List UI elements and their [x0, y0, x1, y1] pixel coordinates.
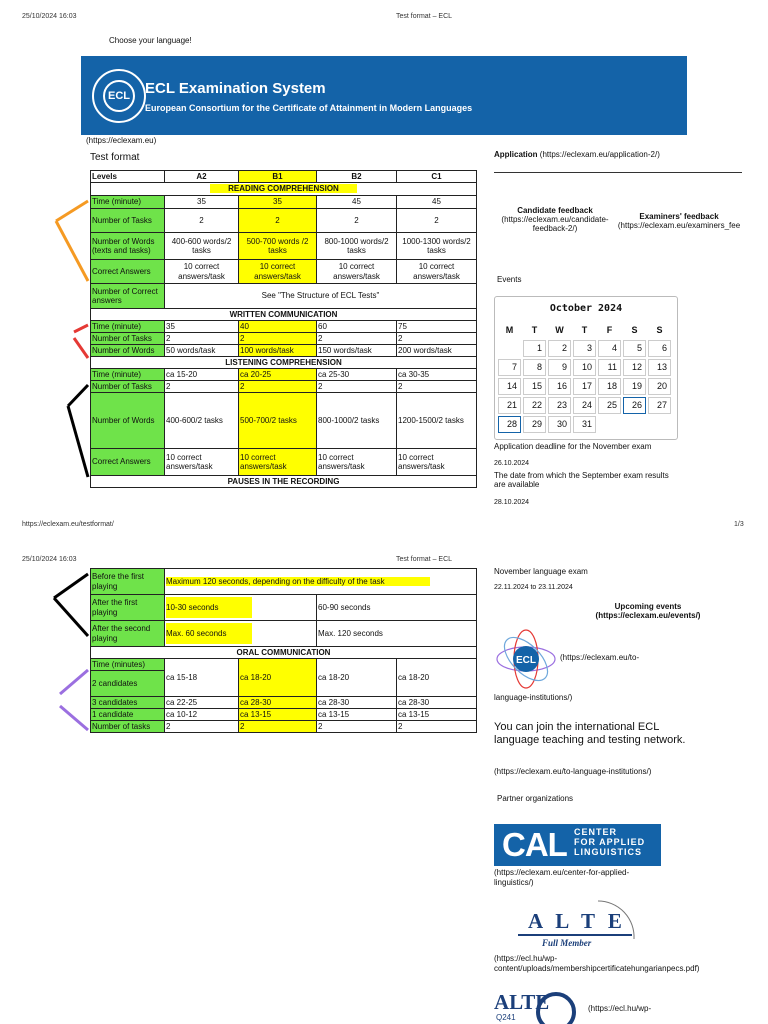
events-calendar: [494, 296, 678, 440]
table-row: [91, 697, 477, 709]
cell-b2: 45: [317, 196, 397, 209]
row-label: 1 candidate: [91, 709, 165, 721]
application-link[interactable]: [494, 150, 660, 159]
pause-value-right: Max. 120 seconds: [317, 621, 477, 647]
cell-c1: 2: [397, 333, 477, 345]
row-label: Number of Tasks: [91, 333, 165, 345]
calendar-day[interactable]: 28: [498, 416, 521, 433]
home-url[interactable]: (https://eclexam.eu): [86, 136, 157, 145]
cell-b1: 35: [239, 196, 317, 209]
calendar-day[interactable]: 3: [573, 340, 596, 357]
join-network-text: You can join the international ECL language teaching and testing network.: [494, 721, 686, 747]
red-stroke-2: [74, 338, 88, 358]
calendar-day[interactable]: 20: [648, 378, 671, 395]
cell-b1: 2: [239, 721, 317, 733]
calendar-day[interactable]: 14: [498, 378, 521, 395]
row-label: Time (minute): [91, 369, 165, 381]
event-title[interactable]: Application deadline for the November exam: [494, 442, 652, 451]
calendar-day[interactable]: 8: [523, 359, 546, 376]
cell-b1: ca 28-30: [239, 697, 317, 709]
table-row: [91, 595, 477, 621]
table-row: [91, 369, 477, 381]
logo-core-text: ECL: [516, 655, 536, 666]
weekday-header: S: [631, 325, 638, 335]
cell-b2: 2: [317, 333, 397, 345]
calendar-day[interactable]: 30: [548, 416, 571, 433]
table-row: [91, 709, 477, 721]
row-label: Number of Tasks: [91, 381, 165, 393]
table-row: [91, 345, 477, 357]
event-date: 26.10.2024: [494, 460, 530, 467]
pause-value-left: 10-30 seconds: [166, 597, 252, 618]
table-row: [91, 659, 477, 671]
annotation-strokes-2: [52, 566, 92, 746]
cell-c1: 10 correct answers/task: [397, 260, 477, 284]
join-network-url[interactable]: (https://eclexam.eu/to-language-institutions/): [494, 767, 652, 776]
cell-a2: 10 correct answers/task: [165, 260, 239, 284]
cal-word: FOR APPLIED: [574, 836, 646, 847]
table-row: [91, 284, 477, 309]
header-levels: Levels: [91, 171, 165, 183]
row-label: Before the first playing: [91, 569, 165, 595]
alte-q-url[interactable]: (https://ecl.hu/wp-: [588, 1004, 652, 1013]
alte-q-logo[interactable]: [494, 986, 584, 1024]
event-date: 22.11.2024 to 23.11.2024: [494, 584, 573, 591]
correct-answers-note: See "The Structure of ECL Tests": [165, 284, 477, 309]
site-banner[interactable]: [81, 56, 687, 135]
alte-logo[interactable]: [514, 895, 644, 953]
table-row: [91, 233, 477, 260]
calendar-day[interactable]: 23: [548, 397, 571, 414]
event-title[interactable]: The date from which the September exam results are available: [494, 471, 669, 489]
table-row: [91, 449, 477, 476]
weekday-header: T: [531, 325, 538, 335]
calendar-day[interactable]: 27: [648, 397, 671, 414]
alte-member: Full Member: [542, 938, 592, 948]
row-label: Number of Correct answers: [91, 284, 165, 309]
calendar-day[interactable]: 12: [623, 359, 646, 376]
table-row: [91, 721, 477, 733]
cell-b2: 60: [317, 321, 397, 333]
table-row: [91, 321, 477, 333]
calendar-day[interactable]: 24: [573, 397, 596, 414]
cell-a2: 35: [165, 196, 239, 209]
cell-c1: 10 correct answers/task: [397, 449, 477, 476]
table-row: [91, 569, 477, 595]
upcoming-events-label: Upcoming events: [614, 602, 682, 611]
table-row: [91, 621, 477, 647]
cell-c1: 2: [397, 209, 477, 233]
cell-a2: 2: [165, 381, 239, 393]
calendar-day[interactable]: 21: [498, 397, 521, 414]
alte-q-word: ALTE: [494, 990, 550, 1014]
partner-label: Partner organizations: [497, 794, 574, 803]
cell-b2: 150 words/task: [317, 345, 397, 357]
row-label: Correct Answers: [91, 449, 165, 476]
cell-b1: 40: [239, 321, 317, 333]
calendar-day[interactable]: 18: [598, 378, 621, 395]
examiners-feedback-url: (https://eclexam.eu/examiners_fee: [617, 221, 741, 230]
table-row: [91, 333, 477, 345]
examiners-feedback-label: Examiners' feedback: [639, 212, 719, 221]
purple-stroke-2: [60, 706, 88, 730]
alte-word: A L T E: [528, 909, 626, 933]
cell-b1: ca 20-25: [239, 369, 317, 381]
ecl-logo: [92, 69, 146, 123]
calendar-day[interactable]: 1: [523, 340, 546, 357]
cell-b2: ca 13-15: [317, 709, 397, 721]
cell-b2: ca 28-30: [317, 697, 397, 709]
cell-c1: 75: [397, 321, 477, 333]
cell-a2: 2: [165, 333, 239, 345]
test-format-table: [90, 170, 477, 488]
annotation-strokes: [52, 195, 92, 495]
event-title[interactable]: November language exam: [494, 567, 588, 576]
cell-b1: 10 correct answers/task: [239, 260, 317, 284]
cell-a2: 35: [165, 321, 239, 333]
weekday-header: F: [606, 325, 613, 335]
black-stroke-3: [54, 574, 88, 598]
ecl-network-logo[interactable]: [494, 628, 558, 690]
cell-a2: 50 words/task: [165, 345, 239, 357]
calendar-day[interactable]: 15: [523, 378, 546, 395]
calendar-day[interactable]: 9: [548, 359, 571, 376]
calendar-day[interactable]: 11: [598, 359, 621, 376]
weekday-header: W: [555, 325, 564, 335]
page-number: 1/3: [734, 521, 744, 528]
row-label: 3 candidates: [91, 697, 165, 709]
calendar-day[interactable]: 31: [573, 416, 596, 433]
calendar-day[interactable]: 5: [623, 340, 646, 357]
calendar-day[interactable]: 19: [623, 378, 646, 395]
header-c1: C1: [397, 171, 477, 183]
table-row: [91, 209, 477, 233]
cell-c1: 1000-1300 words/2 tasks: [397, 233, 477, 260]
listening-section-row: LISTENING COMPREHENSION: [91, 357, 477, 369]
cell-a2: 400-600 words/2 tasks: [165, 233, 239, 260]
black-stroke-4: [54, 598, 88, 636]
application-label: Application: [494, 150, 538, 159]
to-language-url-cont[interactable]: language-institutions/): [494, 693, 573, 702]
calendar-blank: [498, 340, 521, 357]
pause-value: Maximum 120 seconds, depending on the difficulty of the task: [166, 577, 430, 586]
header-a2: A2: [165, 171, 239, 183]
cal-logo-mark: CAL: [502, 826, 567, 863]
cal-logo-words: [574, 828, 645, 858]
cal-word: CENTER: [574, 827, 618, 837]
row-label: Time (minute): [91, 321, 165, 333]
calendar-grid: [498, 323, 671, 433]
cell-b2: 2: [317, 209, 397, 233]
oral-section-row: ORAL COMMUNICATION: [91, 647, 477, 659]
calendar-day[interactable]: 4: [598, 340, 621, 357]
row-label: 2 candidates: [91, 671, 165, 697]
print-title: Test format – ECL: [396, 13, 453, 20]
cell-c1: ca 18-20: [397, 659, 477, 697]
upcoming-events-link[interactable]: [560, 602, 736, 620]
orange-stroke-1: [56, 201, 88, 221]
cell-b1: ca 18-20: [239, 659, 317, 697]
row-label: Number of tasks: [91, 721, 165, 733]
cell-c1: 45: [397, 196, 477, 209]
to-language-url[interactable]: (https://eclexam.eu/to-: [560, 653, 640, 662]
calendar-day[interactable]: 10: [573, 359, 596, 376]
cell-b1: 2: [239, 381, 317, 393]
calendar-month: October 2024: [549, 303, 623, 314]
calendar-day[interactable]: 13: [648, 359, 671, 376]
cell-b2: 800-1000/2 tasks: [317, 393, 397, 449]
examiners-feedback-link[interactable]: [610, 212, 748, 230]
events-label: Events: [497, 275, 522, 284]
table-row: [91, 381, 477, 393]
row-label: Time (minutes): [91, 659, 165, 671]
cell-b1: 2: [239, 333, 317, 345]
black-stroke-1: [68, 385, 88, 406]
row-label: Time (minute): [91, 196, 165, 209]
calendar-day[interactable]: 7: [498, 359, 521, 376]
cell-c1: ca 28-30: [397, 697, 477, 709]
row-label: After the second playing: [91, 621, 165, 647]
cell-b1: 10 correct answers/task: [239, 449, 317, 476]
weekday-header: T: [581, 325, 588, 335]
divider: [494, 172, 742, 173]
print-title: Test format – ECL: [396, 556, 453, 563]
pause-value-right: 60-90 seconds: [317, 595, 477, 621]
pause-value-left: Max. 60 seconds: [166, 623, 252, 644]
weekday-header: M: [505, 325, 514, 335]
cell-b2: ca 18-20: [317, 659, 397, 697]
cell-b2: ca 25-30: [317, 369, 397, 381]
cell-a2: ca 22-25: [165, 697, 239, 709]
cal-logo[interactable]: [494, 824, 661, 866]
event-date: 28.10.2024: [494, 499, 530, 506]
cell-b2: 10 correct answers/task: [317, 260, 397, 284]
calendar-day[interactable]: 26: [623, 397, 646, 414]
header-b1: B1: [239, 171, 317, 183]
header-b2: B2: [317, 171, 397, 183]
print-date: 25/10/2024 16:03: [22, 13, 77, 20]
purple-stroke-1: [60, 670, 88, 694]
red-stroke-1: [74, 325, 88, 332]
ecl-logo-text: ECL: [103, 80, 135, 112]
cell-b1: 100 words/task: [239, 345, 317, 357]
banner-subtitle: European Consortium for the Certificate of Attainment in Modern Languages: [145, 103, 473, 113]
cell-c1: 1200-1500/2 tasks: [397, 393, 477, 449]
upcoming-events-url: (https://eclexam.eu/events/): [595, 611, 701, 620]
cell-a2: 10 correct answers/task: [165, 449, 239, 476]
print-date: 25/10/2024 16:03: [22, 556, 77, 563]
table-row: [91, 196, 477, 209]
cell-a2: 400-600/2 tasks: [165, 393, 239, 449]
cell-c1: 200 words/task: [397, 345, 477, 357]
cell-b1: ca 13-15: [239, 709, 317, 721]
cell-b1: 500-700 words /2 tasks: [239, 233, 317, 260]
table-row: [91, 260, 477, 284]
cell-c1: ca 13-15: [397, 709, 477, 721]
cal-word: LINGUISTICS: [574, 846, 643, 857]
weekday-header: S: [656, 325, 663, 335]
cell-a2: 2: [165, 209, 239, 233]
cell-b2: 10 correct answers/task: [317, 449, 397, 476]
orange-stroke-2: [56, 221, 88, 281]
cell-c1: ca 30-35: [397, 369, 477, 381]
cell-a2: ca 15-18: [165, 659, 239, 697]
cal-url[interactable]: (https://eclexam.eu/center-for-applied-linguistics/): [494, 868, 630, 887]
section-title: Test format: [90, 152, 140, 163]
calendar-day[interactable]: 25: [598, 397, 621, 414]
cell-b2: 800-1000 words/2 tasks: [317, 233, 397, 260]
cell-c1: 2: [397, 721, 477, 733]
alte-url[interactable]: (https://ecl.hu/wp-content/uploads/membershipcertificatehungarianpecs.pdf): [494, 954, 700, 973]
application-url: (https://eclexam.eu/application-2/): [539, 150, 660, 159]
candidate-feedback-url: (https://eclexam.eu/candidate-feedback-2/): [501, 215, 609, 233]
calendar-day[interactable]: 22: [523, 397, 546, 414]
row-label: Number of Words (texts and tasks): [91, 233, 165, 260]
row-label: Number of Words: [91, 393, 165, 449]
cell-b2: 2: [317, 381, 397, 393]
table-row: [91, 393, 477, 449]
cell-a2: ca 15-20: [165, 369, 239, 381]
calendar-day[interactable]: 17: [573, 378, 596, 395]
calendar-day[interactable]: 16: [548, 378, 571, 395]
cell-b1: 2: [239, 209, 317, 233]
cell-b1: 500-700/2 tasks: [239, 393, 317, 449]
row-label: Number of Words: [91, 345, 165, 357]
reading-section-row: [91, 183, 477, 196]
banner-title: ECL Examination System: [145, 80, 326, 97]
black-stroke-2: [68, 406, 88, 477]
calendar-day[interactable]: 6: [648, 340, 671, 357]
cell-a2: 2: [165, 721, 239, 733]
cell-a2: ca 10-12: [165, 709, 239, 721]
pauses-section-row: PAUSES IN THE RECORDING: [91, 476, 477, 488]
table-header-row: [91, 171, 477, 183]
reading-header: READING COMPREHENSION: [210, 184, 357, 193]
row-label: Correct Answers: [91, 260, 165, 284]
cell-b2: 2: [317, 721, 397, 733]
choose-language-link[interactable]: Choose your language!: [109, 36, 192, 45]
cell-c1: 2: [397, 381, 477, 393]
pauses-oral-table: [90, 568, 477, 733]
row-label: Number of Tasks: [91, 209, 165, 233]
footer-url: https://eclexam.eu/testformat/: [22, 521, 114, 528]
calendar-day[interactable]: 2: [548, 340, 571, 357]
calendar-day[interactable]: 29: [523, 416, 546, 433]
candidate-feedback-link[interactable]: [494, 206, 616, 233]
writing-section-row: WRITTEN COMMUNICATION: [91, 309, 477, 321]
alte-q-code: Q241: [496, 1013, 516, 1022]
row-label: After the first playing: [91, 595, 165, 621]
candidate-feedback-label: Candidate feedback: [517, 206, 593, 215]
